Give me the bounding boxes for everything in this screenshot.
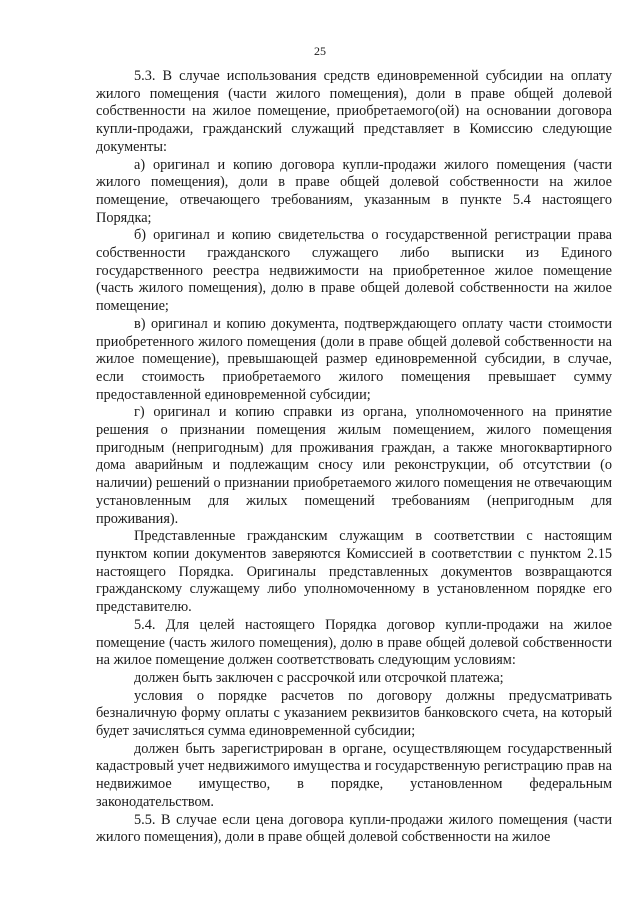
paragraph-item-b: б) оригинал и копию свидетельства о государственной регистрации права собственности гражданского служащего либо выписки из Единого государственного реестра недвижимости на приобретенное жилое помещение (часть жилого помещения), долю в праве общей долевой собственности на жилое помещение; [96, 227, 612, 315]
paragraph-5-5: 5.5. В случае если цена договора купли-продажи жилого помещения (части жилого помещения), доли в праве общей долевой собственности на жилое [96, 811, 612, 846]
paragraph-5-4: 5.4. Для целей настоящего Порядка договор купли-продажи на жилое помещение (часть жилого помещения), долю в праве общей долевой собственности на жилое помещение должен соответствовать следующим условиям: [96, 616, 612, 669]
paragraph-copies-certification: Представленные гражданским служащим в соответствии с настоящим пунктом копии документов заверяются Комиссией в соответствии с пунктом 2.15 настоящего Порядка. Оригиналы представленных документов возвращаются гражданскому служащему либо уполномоченному в установленном порядке его представителю. [96, 528, 612, 616]
paragraph-condition-registration: должен быть зарегистрирован в органе, осуществляющем государственный кадастровый учет недвижимого имущества и государственную регистрацию прав на недвижимое имущество, в порядке, установленном федеральным законодательством. [96, 740, 612, 810]
paragraph-condition-installment: должен быть заключен с рассрочкой или отсрочкой платежа; [134, 669, 504, 686]
document-body [96, 68, 612, 847]
page-number: 25 [314, 44, 326, 58]
paragraph-item-v: в) оригинал и копию документа, подтверждающего оплату части стоимости приобретенного жилого помещения (доли в праве общей долевой собственности на жилое помещение), превышающей размер единовременной субсидии, в случае, если стоимость приобретаемого жилого помещения превышает сумму предоставленной единовременной субсидии; [96, 315, 612, 403]
paragraph-5-3: 5.3. В случае использования средств единовременной субсидии на оплату жилого помещения (части жилого помещения), доли в праве общей долевой собственности на жилое помещение, приобретаемого(ой) на основании договора купли-продажи, гражданский служащий представляет в Комиссию следующие документы: [96, 68, 612, 155]
paragraph-item-g: г) оригинал и копию справки из органа, уполномоченного на принятие решения о признании помещения жилым помещением, жилого помещения пригодным (непригодным) для проживания граждан, а также многоквартирного дома аварийным и подлежащим сносу или реконструкции, об отсутствии (о наличии) решений о признании приобретаемого жилого помещения не отвечающим установленным для жилых помещений требованиям (непригодным для проживания). [96, 404, 612, 527]
paragraph-condition-payment: условия о порядке расчетов по договору должны предусматривать безналичную форму оплаты с указанием реквизитов банковского счета, на который будет зачисляться сумма единовременной субсидии; [96, 687, 612, 740]
paragraph-item-a: а) оригинал и копию договора купли-продажи жилого помещения (части жилого помещения), доли в праве общей долевой собственности на жилое помещение, отвечающего требованиям, указанным в пункте 5.4 настоящего Порядка; [96, 156, 612, 226]
